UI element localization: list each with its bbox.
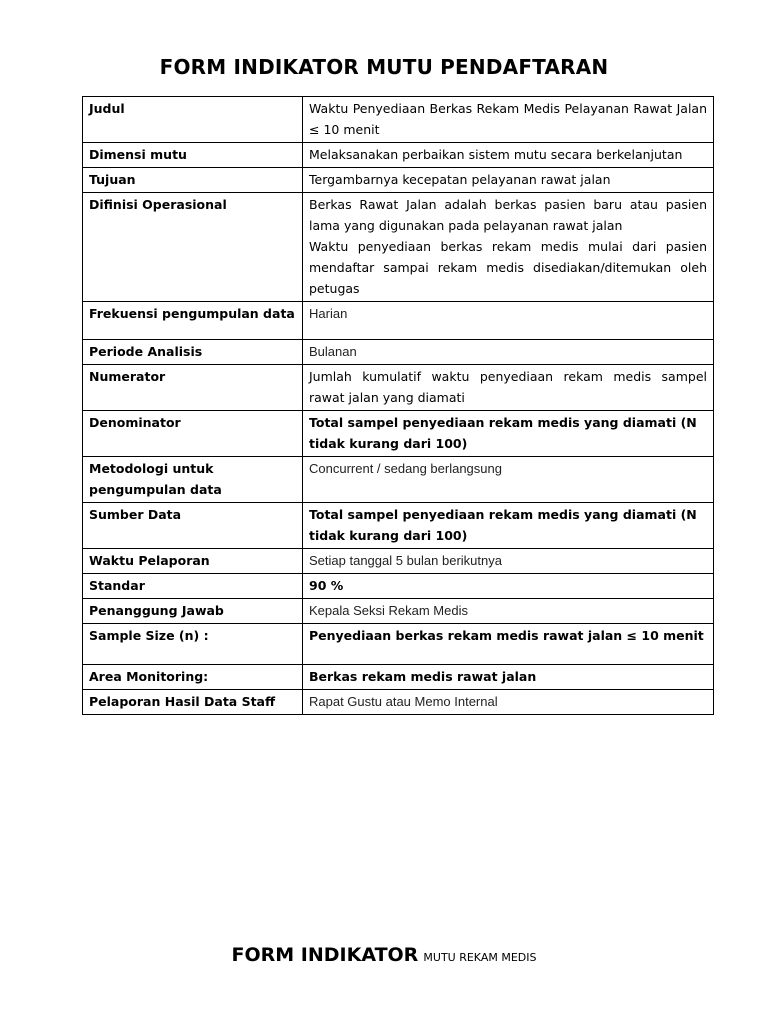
row-label-dimensi-mutu: Dimensi mutu bbox=[83, 143, 303, 168]
row-value-pelaporan-hasil: Rapat Gustu atau Memo Internal bbox=[303, 690, 714, 715]
table-row bbox=[83, 97, 714, 143]
row-label-waktu-pelaporan: Waktu Pelaporan bbox=[83, 549, 303, 574]
table-row bbox=[83, 193, 714, 302]
row-label-sample-size: Sample Size (n) : bbox=[83, 624, 303, 665]
table-row bbox=[83, 365, 714, 411]
row-label-sumber-data: Sumber Data bbox=[83, 503, 303, 549]
table-row bbox=[83, 411, 714, 457]
row-value-standar: 90 % bbox=[303, 574, 714, 599]
row-label-area-monitoring: Area Monitoring: bbox=[83, 665, 303, 690]
row-label-denominator: Denominator bbox=[83, 411, 303, 457]
table-row bbox=[83, 549, 714, 574]
indicator-form-table bbox=[82, 96, 714, 715]
footer-heading-main: FORM INDIKATOR bbox=[231, 944, 419, 966]
table-row bbox=[83, 457, 714, 503]
footer-heading bbox=[0, 944, 768, 966]
table-row bbox=[83, 665, 714, 690]
footer-heading-sub: MUTU REKAM MEDIS bbox=[423, 951, 537, 964]
row-label-metodologi: Metodologi untuk pengumpulan data bbox=[83, 457, 303, 503]
table-row bbox=[83, 340, 714, 365]
row-value-tujuan: Tergambarnya kecepatan pelayanan rawat jalan bbox=[303, 168, 714, 193]
row-label-frekuensi: Frekuensi pengumpulan data bbox=[83, 302, 303, 340]
row-label-pelaporan-hasil: Pelaporan Hasil Data Staff bbox=[83, 690, 303, 715]
row-value-frekuensi: Harian bbox=[303, 302, 714, 340]
row-value-numerator: Jumlah kumulatif waktu penyediaan rekam medis sampel rawat jalan yang diamati bbox=[303, 365, 714, 411]
table-row bbox=[83, 599, 714, 624]
page-title: FORM INDIKATOR MUTU PENDAFTARAN bbox=[159, 55, 609, 79]
row-label-standar: Standar bbox=[83, 574, 303, 599]
table-row bbox=[83, 624, 714, 665]
row-value-waktu-pelaporan: Setiap tanggal 5 bulan berikutnya bbox=[303, 549, 714, 574]
row-label-judul: Judul bbox=[83, 97, 303, 143]
row-label-definisi-operasional: Difinisi Operasional bbox=[83, 193, 303, 302]
row-value-penanggung-jawab: Kepala Seksi Rekam Medis bbox=[303, 599, 714, 624]
table-row bbox=[83, 143, 714, 168]
table-row bbox=[83, 690, 714, 715]
row-value-sumber-data: Total sampel penyediaan rekam medis yang diamati (N tidak kurang dari 100) bbox=[303, 503, 714, 549]
row-value-metodologi: Concurrent / sedang berlangsung bbox=[303, 457, 714, 503]
table-row bbox=[83, 168, 714, 193]
row-value-dimensi-mutu: Melaksanakan perbaikan sistem mutu secara berkelanjutan bbox=[303, 143, 714, 168]
row-value-sample-size: Penyediaan berkas rekam medis rawat jalan ≤ 10 menit bbox=[303, 624, 714, 665]
table-row bbox=[83, 574, 714, 599]
row-label-penanggung-jawab: Penanggung Jawab bbox=[83, 599, 303, 624]
table-row bbox=[83, 503, 714, 549]
table-row bbox=[83, 302, 714, 340]
row-label-numerator: Numerator bbox=[83, 365, 303, 411]
row-value-denominator: Total sampel penyediaan rekam medis yang diamati (N tidak kurang dari 100) bbox=[303, 411, 714, 457]
row-value-area-monitoring: Berkas rekam medis rawat jalan bbox=[303, 665, 714, 690]
row-label-tujuan: Tujuan bbox=[83, 168, 303, 193]
row-value-judul: Waktu Penyediaan Berkas Rekam Medis Pelayanan Rawat Jalan ≤ 10 menit bbox=[303, 97, 714, 143]
row-value-definisi-operasional: Berkas Rawat Jalan adalah berkas pasien baru atau pasien lama yang digunakan pada pelayanan rawat jalan Waktu penyediaan berkas rekam medis mulai dari pasien mendaftar sampai rekam medis disediakan/ditemukan oleh petugas bbox=[303, 193, 714, 302]
row-label-periode-analisis: Periode Analisis bbox=[83, 340, 303, 365]
row-value-periode-analisis: Bulanan bbox=[303, 340, 714, 365]
